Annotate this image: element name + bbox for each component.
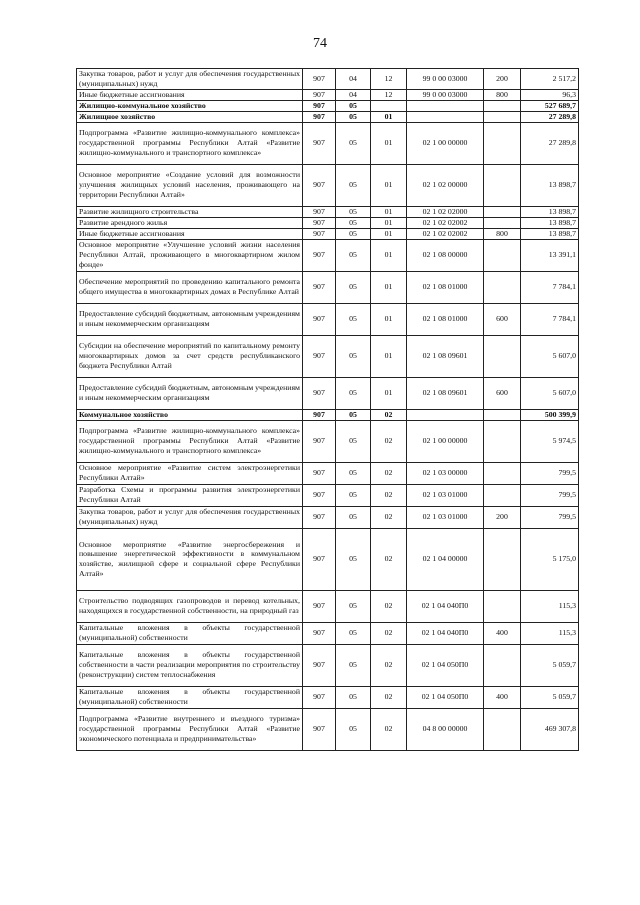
row-name: Капитальные вложения в объекты государственной собственности в части реализации мероприятия по строительству (реконструкции) систем теплоснабжения xyxy=(77,644,303,686)
expense-type xyxy=(484,708,521,750)
table-row xyxy=(77,271,579,303)
section-code: 05 xyxy=(336,303,371,335)
target-article: 02 1 08 01000 xyxy=(407,271,484,303)
row-name: Строительство подводящих газопроводов и перевод котельных, находящихся в государственной собственности, на природный газ xyxy=(77,590,303,622)
amount: 799,5 xyxy=(521,462,579,484)
table-row xyxy=(77,228,579,239)
expense-type xyxy=(484,206,521,217)
section-code: 05 xyxy=(336,228,371,239)
target-article: 02 1 02 00000 xyxy=(407,164,484,206)
table-row xyxy=(77,377,579,409)
subsection-code xyxy=(371,100,407,111)
table-row xyxy=(77,164,579,206)
section-code: 05 xyxy=(336,271,371,303)
target-article: 02 1 03 01000 xyxy=(407,506,484,528)
target-article: 02 1 02 02000 xyxy=(407,206,484,217)
expense-type xyxy=(484,100,521,111)
target-article: 02 1 04 040П0 xyxy=(407,622,484,644)
expense-type xyxy=(484,217,521,228)
expense-type: 600 xyxy=(484,377,521,409)
row-name: Подпрограмма «Развитие внутреннего и въездного туризма» государственной программы Республики Алтай «Развитие экономического потенциала и предпринимательства» xyxy=(77,708,303,750)
target-article: 02 1 04 00000 xyxy=(407,528,484,590)
amount: 115,3 xyxy=(521,622,579,644)
table-row xyxy=(77,590,579,622)
section-code: 05 xyxy=(336,377,371,409)
section-code: 05 xyxy=(336,644,371,686)
row-name: Капитальные вложения в объекты государственной (муниципальной) собственности xyxy=(77,622,303,644)
ministry-code: 907 xyxy=(303,528,336,590)
target-article: 02 1 02 02002 xyxy=(407,217,484,228)
row-name: Подпрограмма «Развитие жилищно-коммунального комплекса» государственной программы Республики Алтай «Развитие жилищно-коммунального и транспортного комплекса» xyxy=(77,420,303,462)
amount: 2 517,2 xyxy=(521,69,579,90)
table-row xyxy=(77,506,579,528)
table-row xyxy=(77,239,579,271)
section-code: 05 xyxy=(336,686,371,708)
row-name: Основное мероприятие «Развитие энергосбережения и повышение энергетической эффективности в коммунальном хозяйстве, жилищной сфере и социальной сфере Республики Алтай» xyxy=(77,528,303,590)
target-article: 02 1 08 00000 xyxy=(407,239,484,271)
row-name: Развитие жилищного строительства xyxy=(77,206,303,217)
expense-type: 400 xyxy=(484,622,521,644)
table-row xyxy=(77,122,579,164)
section-code: 05 xyxy=(336,217,371,228)
table-row xyxy=(77,708,579,750)
section-code: 05 xyxy=(336,335,371,377)
expense-type: 400 xyxy=(484,686,521,708)
subsection-code: 02 xyxy=(371,644,407,686)
section-code: 05 xyxy=(336,528,371,590)
amount: 7 784,1 xyxy=(521,303,579,335)
subsection-code: 02 xyxy=(371,506,407,528)
expense-type xyxy=(484,111,521,122)
budget-table xyxy=(76,68,579,751)
amount: 5 175,0 xyxy=(521,528,579,590)
ministry-code: 907 xyxy=(303,303,336,335)
table-row xyxy=(77,462,579,484)
ministry-code: 907 xyxy=(303,217,336,228)
section-code: 05 xyxy=(336,206,371,217)
section-code: 05 xyxy=(336,420,371,462)
section-code: 05 xyxy=(336,111,371,122)
ministry-code: 907 xyxy=(303,462,336,484)
expense-type: 200 xyxy=(484,69,521,90)
ministry-code: 907 xyxy=(303,622,336,644)
row-name: Обеспечение мероприятий по проведению капитального ремонта общего имущества в многоквартирных домах в Республике Алтай xyxy=(77,271,303,303)
table-row xyxy=(77,69,579,90)
budget-table-body xyxy=(77,69,579,751)
page-number: 74 xyxy=(313,36,327,51)
expense-type xyxy=(484,239,521,271)
ministry-code: 907 xyxy=(303,271,336,303)
table-row xyxy=(77,89,579,100)
subsection-code: 02 xyxy=(371,590,407,622)
expense-type xyxy=(484,335,521,377)
subsection-code: 02 xyxy=(371,528,407,590)
amount: 96,3 xyxy=(521,89,579,100)
target-article: 02 1 00 00000 xyxy=(407,122,484,164)
amount: 27 289,8 xyxy=(521,122,579,164)
subsection-code: 12 xyxy=(371,89,407,100)
expense-type xyxy=(484,462,521,484)
target-article: 02 1 02 02002 xyxy=(407,228,484,239)
amount: 500 399,9 xyxy=(521,409,579,420)
expense-type: 200 xyxy=(484,506,521,528)
amount: 5 974,5 xyxy=(521,420,579,462)
row-name: Разработка Схемы и программы развития электроэнергетики Республики Алтай xyxy=(77,484,303,506)
target-article: 99 0 00 03000 xyxy=(407,89,484,100)
expense-type xyxy=(484,590,521,622)
amount: 799,5 xyxy=(521,484,579,506)
table-row xyxy=(77,303,579,335)
table-row xyxy=(77,100,579,111)
expense-type xyxy=(484,122,521,164)
row-name: Основное мероприятие «Развитие систем электроэнергетики Республики Алтай» xyxy=(77,462,303,484)
amount: 27 289,8 xyxy=(521,111,579,122)
amount: 13 898,7 xyxy=(521,217,579,228)
amount: 5 059,7 xyxy=(521,644,579,686)
expense-type xyxy=(484,420,521,462)
section-code: 05 xyxy=(336,484,371,506)
ministry-code: 907 xyxy=(303,206,336,217)
subsection-code: 02 xyxy=(371,484,407,506)
ministry-code: 907 xyxy=(303,111,336,122)
section-code: 05 xyxy=(336,164,371,206)
target-article: 02 1 04 050П0 xyxy=(407,644,484,686)
table-row xyxy=(77,528,579,590)
amount: 5 607,0 xyxy=(521,335,579,377)
table-row xyxy=(77,206,579,217)
section-code: 04 xyxy=(336,69,371,90)
ministry-code: 907 xyxy=(303,228,336,239)
subsection-code: 01 xyxy=(371,303,407,335)
row-name: Основное мероприятие «Улучшение условий жизни населения Республики Алтай, проживающего в многоквартирном жилом фонде» xyxy=(77,239,303,271)
subsection-code: 01 xyxy=(371,271,407,303)
expense-type xyxy=(484,271,521,303)
section-code: 05 xyxy=(336,590,371,622)
ministry-code: 907 xyxy=(303,100,336,111)
amount: 5 607,0 xyxy=(521,377,579,409)
row-name: Иные бюджетные ассигнования xyxy=(77,228,303,239)
target-article xyxy=(407,409,484,420)
ministry-code: 907 xyxy=(303,644,336,686)
row-name: Капитальные вложения в объекты государственной (муниципальной) собственности xyxy=(77,686,303,708)
target-article: 02 1 03 01000 xyxy=(407,484,484,506)
table-row xyxy=(77,111,579,122)
ministry-code: 907 xyxy=(303,420,336,462)
subsection-code: 02 xyxy=(371,622,407,644)
amount: 469 307,8 xyxy=(521,708,579,750)
row-name: Основное мероприятие «Создание условий для возможности улучшения жилищных условий населения, проживающего на территории Республики Алтай» xyxy=(77,164,303,206)
row-name: Закупка товаров, работ и услуг для обеспечения государственных (муниципальных) нужд xyxy=(77,69,303,90)
subsection-code: 01 xyxy=(371,122,407,164)
amount: 13 898,7 xyxy=(521,164,579,206)
amount: 13 391,1 xyxy=(521,239,579,271)
row-name: Закупка товаров, работ и услуг для обеспечения государственных (муниципальных) нужд xyxy=(77,506,303,528)
table-row xyxy=(77,484,579,506)
amount: 5 059,7 xyxy=(521,686,579,708)
target-article: 02 1 08 09601 xyxy=(407,377,484,409)
expense-type: 600 xyxy=(484,303,521,335)
section-code: 05 xyxy=(336,462,371,484)
target-article: 02 1 04 050П0 xyxy=(407,686,484,708)
amount: 13 898,7 xyxy=(521,228,579,239)
row-name: Жилищно-коммунальное хозяйство xyxy=(77,100,303,111)
expense-type xyxy=(484,644,521,686)
section-code: 05 xyxy=(336,122,371,164)
subsection-code: 01 xyxy=(371,206,407,217)
target-article: 02 1 03 00000 xyxy=(407,462,484,484)
expense-type xyxy=(484,409,521,420)
ministry-code: 907 xyxy=(303,89,336,100)
row-name: Развитие арендного жилья xyxy=(77,217,303,228)
ministry-code: 907 xyxy=(303,686,336,708)
target-article: 99 0 00 03000 xyxy=(407,69,484,90)
amount: 115,3 xyxy=(521,590,579,622)
amount: 7 784,1 xyxy=(521,271,579,303)
subsection-code: 12 xyxy=(371,69,407,90)
target-article: 02 1 04 040П0 xyxy=(407,590,484,622)
row-name: Подпрограмма «Развитие жилищно-коммунального комплекса» государственной программы Республики Алтай «Развитие жилищно-коммунального и транспортного комплекса» xyxy=(77,122,303,164)
section-code: 05 xyxy=(336,506,371,528)
ministry-code: 907 xyxy=(303,484,336,506)
table-row xyxy=(77,644,579,686)
amount: 13 898,7 xyxy=(521,206,579,217)
expense-type xyxy=(484,164,521,206)
section-code: 05 xyxy=(336,622,371,644)
ministry-code: 907 xyxy=(303,335,336,377)
subsection-code: 02 xyxy=(371,708,407,750)
subsection-code: 01 xyxy=(371,377,407,409)
subsection-code: 01 xyxy=(371,217,407,228)
target-article: 02 1 00 00000 xyxy=(407,420,484,462)
section-code: 05 xyxy=(336,100,371,111)
row-name: Иные бюджетные ассигнования xyxy=(77,89,303,100)
section-code: 05 xyxy=(336,708,371,750)
ministry-code: 907 xyxy=(303,409,336,420)
table-row xyxy=(77,420,579,462)
ministry-code: 907 xyxy=(303,69,336,90)
expense-type: 800 xyxy=(484,89,521,100)
amount: 799,5 xyxy=(521,506,579,528)
subsection-code: 01 xyxy=(371,111,407,122)
ministry-code: 907 xyxy=(303,506,336,528)
subsection-code: 01 xyxy=(371,164,407,206)
amount: 527 689,7 xyxy=(521,100,579,111)
target-article xyxy=(407,111,484,122)
table-row xyxy=(77,217,579,228)
ministry-code: 907 xyxy=(303,377,336,409)
target-article: 02 1 08 01000 xyxy=(407,303,484,335)
subsection-code: 02 xyxy=(371,686,407,708)
section-code: 05 xyxy=(336,239,371,271)
ministry-code: 907 xyxy=(303,708,336,750)
table-row xyxy=(77,686,579,708)
expense-type xyxy=(484,528,521,590)
target-article: 04 8 00 00000 xyxy=(407,708,484,750)
subsection-code: 01 xyxy=(371,335,407,377)
target-article: 02 1 08 09601 xyxy=(407,335,484,377)
expense-type: 800 xyxy=(484,228,521,239)
subsection-code: 02 xyxy=(371,409,407,420)
row-name: Жилищное хозяйство xyxy=(77,111,303,122)
section-code: 05 xyxy=(336,409,371,420)
table-row xyxy=(77,409,579,420)
subsection-code: 01 xyxy=(371,228,407,239)
subsection-code: 02 xyxy=(371,462,407,484)
ministry-code: 907 xyxy=(303,122,336,164)
row-name: Коммунальное хозяйство xyxy=(77,409,303,420)
ministry-code: 907 xyxy=(303,239,336,271)
subsection-code: 01 xyxy=(371,239,407,271)
row-name: Субсидии на обеспечение мероприятий по капитальному ремонту многоквартирных домов за счет средств республиканского бюджета Республики Алтай xyxy=(77,335,303,377)
table-row xyxy=(77,335,579,377)
row-name: Предоставление субсидий бюджетным, автономным учреждениям и иным некоммерческим организациям xyxy=(77,303,303,335)
subsection-code: 02 xyxy=(371,420,407,462)
target-article xyxy=(407,100,484,111)
ministry-code: 907 xyxy=(303,164,336,206)
expense-type xyxy=(484,484,521,506)
section-code: 04 xyxy=(336,89,371,100)
table-row xyxy=(77,622,579,644)
row-name: Предоставление субсидий бюджетным, автономным учреждениям и иным некоммерческим организациям xyxy=(77,377,303,409)
ministry-code: 907 xyxy=(303,590,336,622)
